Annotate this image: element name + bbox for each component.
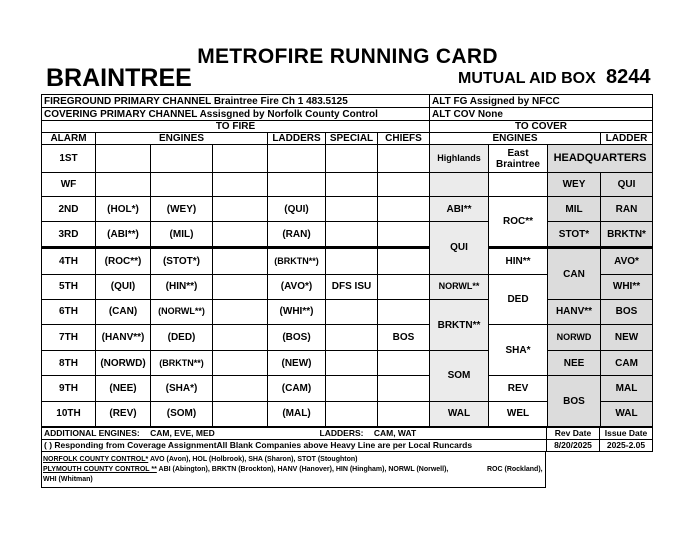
engine-cell: (BRKTN**) [151,351,213,376]
chief-cell: BOS [378,325,430,351]
engine-cell [213,299,268,324]
cover-hanv: HANV** [548,299,601,324]
cover-stot: STOT* [548,222,601,248]
ladder-cell [268,172,326,196]
norfolk-note [43,455,545,465]
cover-ran-ladder: RAN [601,196,653,221]
engine-cell [151,145,213,172]
ladder-cell: (BRKTN**) [268,248,326,274]
cover-abi: ABI** [430,196,489,221]
to-fire-header: TO FIRE [42,121,430,133]
chiefs-header: CHIEFS [378,133,430,145]
chief-cell [378,376,430,401]
special-cell [326,196,378,221]
issue-date: 2025-2.05 [600,440,653,452]
alarm-cell: 8TH [42,351,96,376]
ladder-cell: (RAN) [268,222,326,248]
cover-can: CAN [548,248,601,299]
ladder-cell: (CAM) [268,376,326,401]
ladder-cell: (QUI) [268,196,326,221]
additional-ladders-label: LADDERS: [319,428,364,438]
additional-ladders: CAM, WAT [373,428,417,438]
engine-cell [213,172,268,196]
responding-note: ( ) Responding from Coverage AssignmentAll Blank Companies above Heavy Line are per Local Runcards [42,440,547,452]
engine-cell [213,222,268,248]
engines-header: ENGINES [96,133,268,145]
alarm-cell: 7TH [42,325,96,351]
cover-wel: WEL [489,401,548,426]
additional-engines: CAM, EVE, MED [150,428,215,438]
chief-cell [378,248,430,274]
alarm-cell: 9TH [42,376,96,401]
alarm-cell: 5TH [42,274,96,299]
cover-norwl: NORWL** [430,274,489,299]
control-notes [41,451,546,488]
cover-nee: NEE [548,351,601,376]
chief-cell [378,274,430,299]
engine-cell: (DED) [151,325,213,351]
cover-hin: HIN** [489,248,548,274]
special-header: SPECIAL [326,133,378,145]
fireground-channel: FIREGROUND PRIMARY CHANNEL Braintree Fire Ch 1 483.5125 [42,95,430,108]
ladder-cell [268,145,326,172]
cover-qui: QUI [430,222,489,274]
cover-empty [430,172,489,196]
engine-cell: (STOT*) [151,248,213,274]
special-cell [326,351,378,376]
cover-som: SOM [430,351,489,401]
cover-mil: MIL [548,196,601,221]
chief-cell [378,145,430,172]
cover-roc: ROC** [489,196,548,247]
norfolk-text: AVO (Avon), HOL (Holbrook), SHA (Sharon), STOT (Stoughton) [148,456,358,463]
cover-bos-ladder: BOS [601,299,653,324]
engine-cell: (HANV**) [96,325,151,351]
town-name: BRAINTREE [46,64,192,92]
alarm-cell: WF [42,172,96,196]
cover-qui-ladder: QUI [601,172,653,196]
covering-channel: COVERING PRIMARY CHANNEL Assisgned by Norfolk County Control [42,108,430,121]
engine-cell [213,376,268,401]
chief-cell [378,222,430,248]
norfolk-label: NORFOLK COUNTY CONTROL* [43,456,149,463]
engine-cell: (ABI**) [96,222,151,248]
cover-wal: WAL [430,401,489,426]
plymouth-label: PLYMOUTH COUNTY CONTROL ** [43,466,157,473]
engine-cell [213,351,268,376]
engine-cell: (SHA*) [151,376,213,401]
cover-rev: REV [489,376,548,401]
ladder-cell: (BOS) [268,325,326,351]
cover-wal-ladder: WAL [601,401,653,426]
roc-text: ROC (Rockland), [487,466,543,473]
special-cell: DFS ISU [326,274,378,299]
additional-engines-label: ADDITIONAL ENGINES: [44,428,140,438]
engine-cell: (SOM) [151,401,213,426]
cover-bos: BOS [548,376,601,427]
alarm-cell: 6TH [42,299,96,324]
cover-brktn-ladder: BRKTN* [601,222,653,248]
engine-cell [213,401,268,426]
footer-table [41,427,653,452]
cover-engines-header: ENGINES [430,133,601,145]
engine-cell [96,145,151,172]
engine-cell [96,172,151,196]
engine-cell: (WEY) [151,196,213,221]
chief-cell [378,351,430,376]
chief-cell [378,299,430,324]
cover-ded: DED [489,274,548,324]
engine-cell [213,274,268,299]
alarm-cell: 2ND [42,196,96,221]
engine-cell: (NEE) [96,376,151,401]
special-cell [326,299,378,324]
engine-cell [213,196,268,221]
cover-cam-ladder: CAM [601,351,653,376]
chief-cell [378,172,430,196]
ladders-header: LADDERS [268,133,326,145]
alarm-cell: 3RD [42,222,96,248]
engine-cell [213,145,268,172]
rev-date-label: Rev Date [547,428,600,440]
card-title: METROFIRE RUNNING CARD [197,45,498,68]
cover-ladder-header: LADDER [601,133,653,145]
to-cover-header: TO COVER [430,121,653,133]
issue-date-label: Issue Date [600,428,653,440]
plymouth-text: ABI (Abington), BRKTN (Brockton), HANV (Hanover), HIN (Hingham), NORWL (Norwell), [156,466,449,473]
mutual-aid-label: MUTUAL AID BOX [458,70,596,87]
cover-headquarters: HEADQUARTERS [548,145,653,172]
engine-cell [213,248,268,274]
cover-avo-ladder: AVO* [601,248,653,274]
chief-cell [378,401,430,426]
special-cell [326,401,378,426]
ladder-cell: (WHI**) [268,299,326,324]
alt-fg-channel: ALT FG Assigned by NFCC [430,95,653,108]
engine-cell: (HOL*) [96,196,151,221]
ladder-cell: (NEW) [268,351,326,376]
engine-cell: (HIN**) [151,274,213,299]
cover-brktn: BRKTN** [430,299,489,350]
engine-cell: (NORWD) [96,351,151,376]
cover-new-ladder: NEW [601,325,653,351]
special-cell [326,145,378,172]
engine-cell: (ROC**) [96,248,151,274]
cover-whi-ladder: WHI** [601,274,653,299]
special-cell [326,376,378,401]
box-number: 8244 [606,66,651,88]
cover-wey: WEY [548,172,601,196]
engine-cell: (REV) [96,401,151,426]
special-cell [326,248,378,274]
running-card-table [41,94,653,427]
engine-cell: (CAN) [96,299,151,324]
cover-east-braintree: East Braintree [489,145,548,172]
additional-companies [42,428,547,440]
rev-date: 8/20/2025 [547,440,600,452]
engine-cell: (QUI) [96,274,151,299]
whi-note: WHI (Whitman) [43,476,93,483]
engine-cell [151,172,213,196]
cover-highlands: Highlands [430,145,489,172]
alarm-cell: 1ST [42,145,96,172]
engine-cell: (NORWL**) [151,299,213,324]
special-cell [326,325,378,351]
special-cell [326,172,378,196]
engine-cell [213,325,268,351]
chief-cell [378,196,430,221]
ladder-cell: (AVO*) [268,274,326,299]
cover-mal-ladder: MAL [601,376,653,401]
alarm-cell: 10TH [42,401,96,426]
cover-empty [489,172,548,196]
ladder-cell: (MAL) [268,401,326,426]
alt-cov-channel: ALT COV None [430,108,653,121]
alarm-header: ALARM [42,133,96,145]
special-cell [326,222,378,248]
plymouth-note [43,465,545,475]
cover-sha: SHA* [489,325,548,376]
engine-cell: (MIL) [151,222,213,248]
alarm-cell: 4TH [42,248,96,274]
cover-norwd: NORWD [548,325,601,351]
